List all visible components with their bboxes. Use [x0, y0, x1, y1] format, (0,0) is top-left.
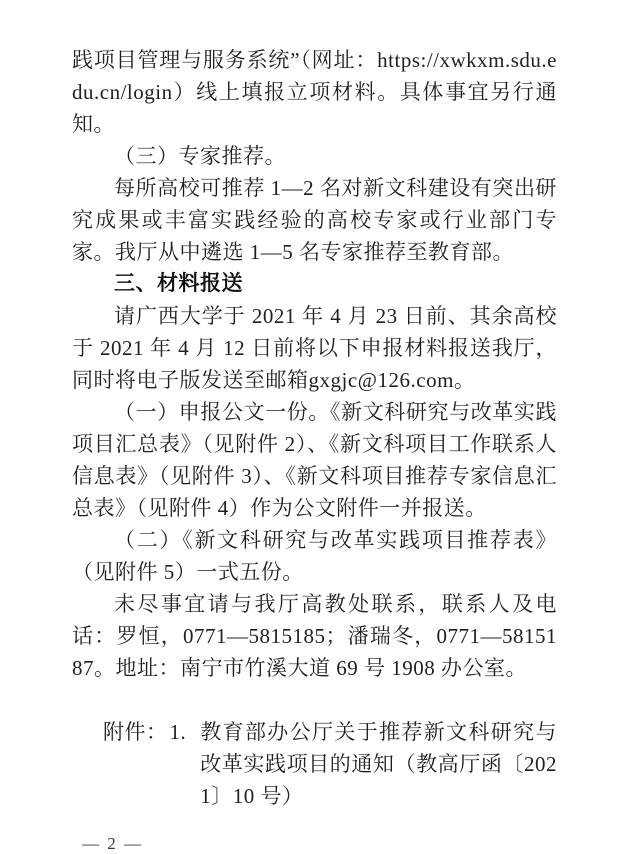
page-number: — 2 —: [82, 834, 143, 853]
paragraph-expert-recommendation-title: （三）专家推荐。: [114, 144, 286, 168]
section-heading-material-submission: 三、材料报送: [114, 272, 243, 295]
attachment-list: [103, 716, 557, 812]
paragraph-continuation: 践项目管理与服务系统”（网址：https://xwkxm.sdu.edu.cn/login）线上填报立项材料。具体事宜另行通知。: [72, 48, 557, 136]
attachment-item-text: 教育部办公厅关于推荐新文科研究与改革实践项目的通知（教高厅函〔2021〕10 号）: [200, 720, 557, 808]
paragraph-submission-deadline: 请广西大学于 2021 年 4 月 23 日前、其余高校于 2021 年 4 月 12 日前将以下申报材料报送我厅，同时将电子版发送至邮箱gxgjc@126.com。: [72, 304, 557, 392]
paragraph-expert-recommendation-body: 每所高校可推荐 1—2 名对新文科建设有突出研究成果或丰富实践经验的高校专家或行业部门专家。我厅从中遴选 1—5 名专家推荐至教育部。: [72, 176, 557, 264]
paragraph-contact-info: 未尽事宜请与我厅高教处联系，联系人及电话：罗恒，0771—5815185；潘瑞冬，0771—5815187。地址：南宁市竹溪大道 69 号 1908 办公室。: [72, 592, 557, 680]
attachment-label: 附件：: [103, 720, 168, 744]
paragraph-item-one-official-document: （一）申报公文一份。《新文科研究与改革实践项目汇总表》（见附件 2）、《新文科项目工作联系人信息表》（见附件 3）、《新文科项目推荐专家信息汇总表》（见附件 4）作为公文附件一并报送。: [72, 400, 557, 520]
attachment-item-number: 1.: [169, 720, 187, 744]
paragraph-item-two-recommendation-form: （二）《新文科研究与改革实践项目推荐表》（见附件 5）一式五份。: [72, 528, 557, 584]
